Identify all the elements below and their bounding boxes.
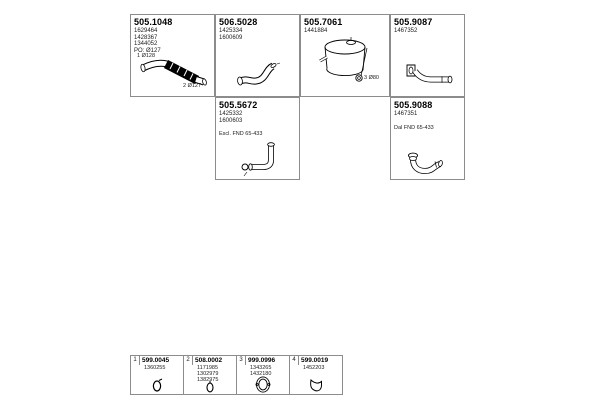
clamp-screw-icon — [184, 380, 236, 393]
item-code: 599.0019 — [301, 357, 329, 364]
part-ref: 1344052 — [134, 41, 158, 47]
part-ref: 1441884 — [304, 28, 328, 34]
elbow-pipe-drawing — [216, 98, 299, 179]
part-ref: 1425332 — [219, 111, 243, 117]
part-box-505-7061 — [300, 14, 390, 97]
part-code: 505.5672 — [219, 100, 258, 110]
flanged-pipe-drawing — [391, 15, 464, 96]
part-box-505-9088 — [390, 97, 465, 180]
part-ref: 1467351 — [394, 111, 418, 117]
part-code: 505.7061 — [304, 17, 343, 27]
part-box-505-1048 — [130, 14, 215, 97]
item-ref: 1382975 — [197, 377, 219, 383]
diameter-callout: 2 Ø127 — [183, 83, 202, 89]
part-code: 505.9088 — [394, 100, 433, 110]
diameter-callout: 1 Ø128 — [137, 53, 156, 59]
part-ref: 1428367 — [134, 34, 158, 41]
item-code: 508.0002 — [195, 357, 223, 364]
item-ref: 1452203 — [303, 365, 325, 371]
gasket-icon — [237, 376, 289, 393]
part-ref: 1600609 — [219, 34, 243, 41]
strip-item-4 — [289, 355, 343, 395]
strip-item-1 — [130, 355, 184, 395]
strip-item-header — [131, 356, 183, 365]
curved-pipe-drawing — [216, 15, 299, 96]
part-code: 505.9087 — [394, 17, 433, 27]
strip-item-header — [290, 356, 342, 365]
part-box-505-5672 — [215, 97, 300, 180]
part-ref: PO: Ø127 — [134, 47, 161, 54]
part-code: 506.5028 — [219, 17, 258, 27]
part-code: 505.1048 — [134, 17, 173, 27]
curved-pipe-drawing — [391, 98, 464, 179]
item-ref: 1343265 — [250, 365, 272, 371]
strip-item-header — [184, 356, 236, 365]
strip-item-header — [237, 356, 289, 365]
diameter-callout: 3 Ø80 — [364, 75, 379, 81]
part-box-505-9087 — [390, 14, 465, 97]
item-index: 4 — [290, 356, 299, 365]
item-code: 999.0996 — [248, 357, 276, 364]
part-ref: 1600603 — [219, 117, 243, 124]
item-index: 2 — [184, 356, 193, 365]
strip-item-2 — [183, 355, 237, 395]
item-ref: 1432180 — [250, 371, 272, 377]
item-index: 3 — [237, 356, 246, 365]
item-code: 599.0045 — [142, 357, 170, 364]
item-ref: 1360255 — [144, 365, 166, 371]
part-ref: 1467352 — [394, 28, 418, 34]
validity-note: Escl. FND 65-433 — [219, 131, 263, 137]
part-box-506-5028 — [215, 14, 300, 97]
part-ref: 1629464 — [134, 28, 158, 34]
accessories-strip — [130, 355, 343, 395]
sleeve-icon — [290, 377, 342, 393]
part-ref: 1425334 — [219, 28, 243, 34]
silencer-drawing — [301, 15, 389, 96]
strip-item-3 — [236, 355, 290, 395]
item-index: 1 — [131, 356, 140, 365]
item-ref: 1302979 — [197, 371, 219, 377]
item-ref: 1171985 — [197, 365, 219, 371]
validity-note: Dal FND 65-433 — [394, 124, 434, 131]
clamp-icon — [131, 378, 183, 393]
